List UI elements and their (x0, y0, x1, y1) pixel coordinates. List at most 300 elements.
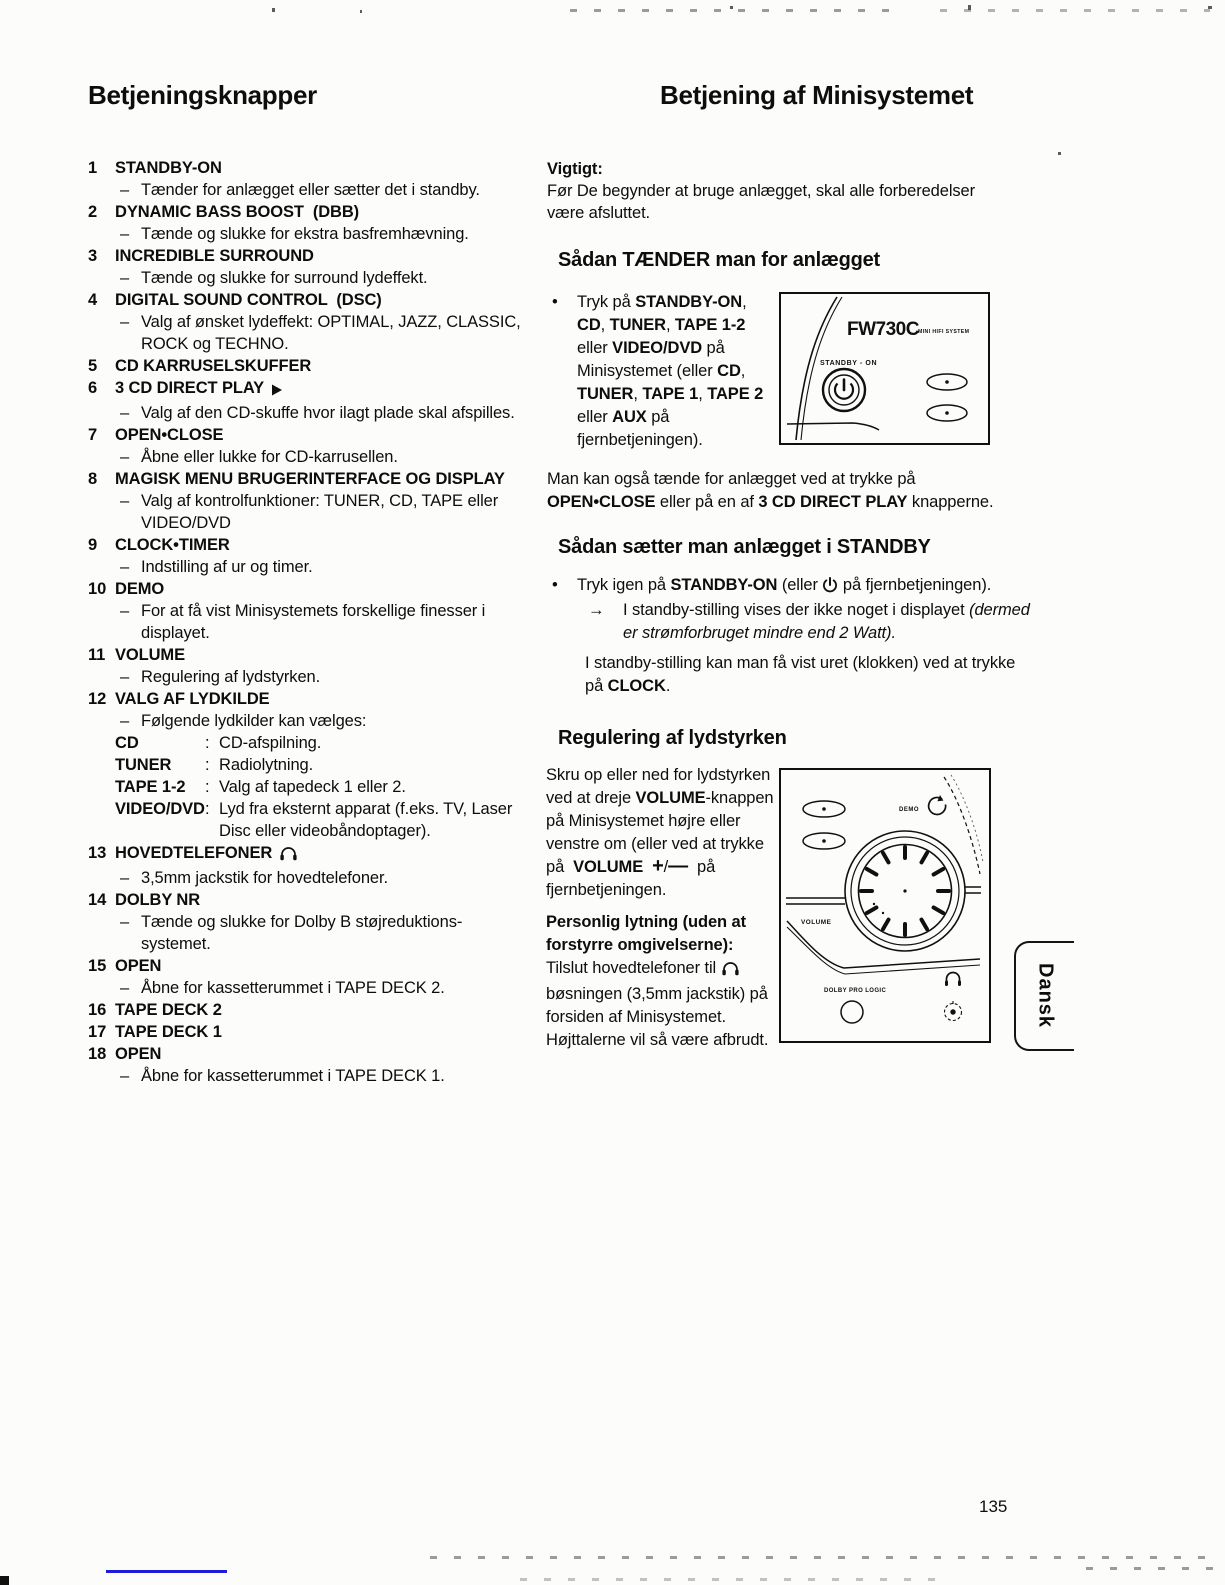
text-run: TAPE 1 (642, 385, 699, 403)
control-item (88, 289, 524, 355)
control-item (88, 424, 524, 468)
control-title-text: HOVEDTELEFONER (115, 844, 273, 862)
control-number: 9 (88, 536, 98, 554)
control-number: 13 (88, 844, 107, 862)
text-line (546, 764, 791, 787)
text-run: på fjernbetjeningen). (838, 576, 992, 594)
demo-arrow-icon (929, 797, 946, 814)
control-title (115, 644, 524, 666)
text-line (546, 911, 791, 934)
text-run: TAPE 2 (707, 385, 764, 403)
text-line (577, 383, 763, 406)
oval-button-dot (945, 380, 949, 384)
control-title-text: VALG AF LYDKILDE (115, 690, 270, 708)
source-row (115, 754, 524, 776)
control-number: 15 (88, 957, 107, 975)
control-title-text: CLOCK•TIMER (115, 536, 230, 554)
right-column-title: Betjening af Minisystemet (660, 80, 974, 110)
text-line (546, 1029, 791, 1052)
page-number: 135 (979, 1497, 1008, 1516)
control-description (115, 490, 524, 534)
control-description (115, 867, 524, 889)
control-description (115, 267, 524, 289)
text-run: I standby-stilling vises der ikke noget i displayet (623, 601, 970, 619)
control-body (115, 688, 524, 842)
source-name: VIDEO/DVD (115, 800, 205, 818)
text-run: forsiden af Minisystemet. (546, 1008, 726, 1026)
headphones-earpad (945, 981, 948, 987)
source-row (115, 776, 524, 798)
model-label: FW730C (847, 319, 919, 340)
text-run: (eller (777, 576, 823, 594)
bullet-dot: • (552, 576, 558, 594)
dash-bullet: – (120, 181, 130, 199)
section-heading-volume: Regulering af lydstyrken (558, 727, 787, 749)
control-title (115, 355, 524, 377)
scan-noise-top2 (940, 9, 1210, 12)
standby-result-text (623, 599, 1030, 645)
scan-corner-mark (0, 1576, 9, 1585)
language-tab-label: Dansk (1034, 963, 1057, 1029)
control-title (115, 377, 524, 402)
text-run: på (702, 339, 725, 357)
headphone-jack-dot (950, 1009, 955, 1014)
control-description (115, 179, 524, 201)
knob-center-dot (903, 889, 906, 892)
description-text: Åbne eller lukke for CD-karrusellen. (141, 448, 398, 466)
control-body (115, 289, 524, 355)
control-title (115, 578, 524, 600)
control-title-text: DOLBY NR (115, 891, 201, 909)
control-item (88, 955, 524, 999)
control-item (88, 889, 524, 955)
control-title (115, 201, 524, 223)
control-body (115, 534, 524, 578)
text-line (547, 202, 992, 224)
text-line (585, 675, 1025, 698)
text-run: ved at dreje (546, 789, 636, 807)
control-description (115, 402, 524, 424)
text-line (546, 856, 791, 879)
text-line (577, 291, 763, 314)
headphones-earpad (958, 981, 961, 987)
volume-section-text (546, 764, 791, 1052)
control-number: 10 (88, 580, 107, 598)
control-item (88, 468, 524, 534)
headphones-icon (947, 973, 960, 983)
text-run: , (665, 316, 675, 334)
text-run: , (633, 385, 643, 403)
source-description: Radiolytning. (219, 756, 314, 774)
control-title (115, 1043, 524, 1065)
text-run: OPEN•CLOSE (547, 492, 656, 511)
text-run: på (585, 677, 608, 695)
description-text: Regulering af lydstyrken. (141, 668, 321, 686)
dolby-knob (841, 1001, 863, 1023)
text-run: VOLUME (573, 858, 644, 876)
source-description: Valg af tapedeck 1 eller 2. (219, 778, 406, 796)
dash-bullet: – (120, 712, 130, 730)
control-description (115, 556, 524, 578)
control-body (115, 955, 524, 999)
description-text: Valg af ønsket lydeffekt: OPTIMAL, JAZZ, CLASSIC, ROCK og TECHNO. (141, 313, 521, 353)
scan-noise-top (570, 9, 900, 12)
headphones-icon (721, 960, 740, 983)
control-body (115, 1021, 524, 1043)
control-description (115, 1065, 524, 1087)
control-body (115, 999, 524, 1021)
dash-bullet: – (120, 269, 130, 287)
control-item (88, 644, 524, 688)
dash-bullet: – (120, 979, 130, 997)
text-run: på (646, 408, 670, 426)
control-item (88, 355, 524, 377)
scan-speck (730, 6, 733, 9)
text-run: , (742, 293, 747, 311)
source-name: TUNER (115, 756, 172, 774)
control-body (115, 578, 524, 644)
text-line (547, 491, 1012, 514)
control-item (88, 1043, 524, 1087)
text-run: , (740, 362, 746, 380)
text-line (547, 468, 1012, 491)
text-run: Skru op eller ned for lydstyrken (546, 766, 771, 784)
text-line (577, 337, 763, 360)
control-title-text: 3 CD DIRECT PLAY (115, 379, 265, 397)
standby-bullet (549, 574, 1019, 600)
scan-speck (1058, 152, 1061, 155)
text-line (577, 406, 763, 429)
text-run (643, 858, 652, 876)
text-run: , (698, 385, 708, 403)
knob-face-dot (873, 903, 875, 905)
control-item (88, 688, 524, 842)
source-colon: : (205, 756, 210, 774)
control-body (115, 157, 524, 201)
source-colon: : (205, 800, 210, 818)
text-line (546, 810, 791, 833)
important-text (547, 180, 992, 224)
control-title-text: VOLUME (115, 646, 185, 664)
standby-clock-note (585, 652, 1025, 698)
control-title (115, 424, 524, 446)
control-number: 1 (88, 159, 98, 177)
description-text: Indstilling af ur og timer. (141, 558, 313, 576)
volume-body (546, 764, 791, 902)
source-name: CD (115, 734, 139, 752)
oval-button-dot (822, 839, 826, 843)
control-title-text: DIGITAL SOUND CONTROL (DSC) (115, 291, 382, 309)
control-number: 5 (88, 357, 98, 375)
demo-label: DEMO (899, 807, 919, 813)
text-run: fjernbetjeningen). (577, 431, 703, 449)
control-body (115, 201, 524, 245)
text-run: STANDBY-ON (670, 576, 778, 594)
standby-result (586, 599, 1030, 645)
control-number: 8 (88, 470, 98, 488)
text-line (577, 314, 763, 337)
control-title-text: DYNAMIC BASS BOOST (DBB) (115, 203, 360, 221)
text-run: eller (577, 408, 613, 426)
dash-bullet: – (120, 913, 130, 931)
control-title (115, 534, 524, 556)
important-note (547, 158, 992, 224)
text-line (577, 360, 763, 383)
control-title-text: DEMO (115, 580, 165, 598)
source-description: Lyd fra eksternt apparat (f.eks. TV, Laser Disc eller videobåndoptager). (219, 800, 513, 840)
text-run: CLOCK (607, 677, 666, 695)
volume-label: VOLUME (801, 919, 832, 926)
control-item (88, 1021, 524, 1043)
knob-face-dot (882, 912, 884, 914)
arrow-right-icon: → (588, 601, 605, 619)
figure-standby-panel (779, 292, 990, 445)
language-tab (1014, 941, 1074, 1051)
scan-speck (272, 8, 275, 12)
text-line (577, 574, 991, 600)
control-item (88, 157, 524, 201)
description-text: Åbne for kassetterummet i TAPE DECK 2. (141, 979, 445, 997)
control-number: 7 (88, 426, 98, 444)
text-line (546, 833, 791, 856)
text-run: + (652, 855, 664, 877)
scan-blue-line (106, 1570, 227, 1573)
scan-noise-bottom3 (520, 1578, 950, 1581)
text-run: Personlig lytning (uden at (546, 913, 746, 931)
control-number: 6 (88, 379, 98, 397)
control-item (88, 842, 524, 889)
source-colon: : (205, 778, 210, 796)
control-number: 2 (88, 203, 98, 221)
control-description (115, 446, 524, 468)
text-run: TUNER (609, 316, 666, 334)
text-run: på (546, 858, 574, 876)
text-run: TUNER (577, 385, 634, 403)
text-run: være afsluttet. (547, 204, 651, 222)
important-label: Vigtigt: (547, 160, 603, 178)
text-run: på Minisystemet højre eller (546, 812, 741, 830)
control-title-text: OPEN•CLOSE (115, 426, 224, 444)
dash-bullet: – (120, 1067, 130, 1085)
control-description (115, 710, 524, 732)
model-suffix-label: MINI HIFI SYSTEM (918, 329, 970, 335)
headphones-icon (279, 845, 298, 867)
control-number: 11 (88, 646, 106, 664)
text-run: Tryk igen på (577, 576, 671, 594)
panel-bottom-line (787, 423, 879, 430)
controls-list (88, 157, 524, 1087)
source-row (115, 732, 524, 754)
text-run: bøsningen (3,5mm jackstik) på (546, 985, 768, 1003)
dash-bullet: – (120, 448, 130, 466)
text-line (623, 622, 1030, 645)
control-body (115, 1043, 524, 1087)
control-item (88, 578, 524, 644)
control-item (88, 245, 524, 289)
control-body (115, 424, 524, 468)
panel-line-left (786, 898, 845, 904)
personal-listening-heading (546, 911, 791, 957)
text-line (546, 983, 791, 1006)
personal-listening-body (546, 957, 791, 1052)
play-icon (271, 380, 283, 402)
description-text: For at få vist Minisystemets forskellige finesser i displayet. (141, 602, 486, 642)
text-line (546, 787, 791, 810)
text-run: AUX (612, 408, 647, 426)
dash-bullet: – (120, 558, 130, 576)
text-run: / (663, 858, 669, 876)
dash-bullet: – (120, 869, 130, 887)
control-body (115, 468, 524, 534)
control-title-text: OPEN (115, 957, 162, 975)
description-text: Tænde og slukke for Dolby B støjreduktions-systemet. (141, 913, 463, 953)
dash-bullet: – (120, 225, 130, 243)
control-title-text: INCREDIBLE SURROUND (115, 247, 314, 265)
description-text: Tænder for anlægget eller sætter det i standby. (141, 181, 480, 199)
power-on-bullet-text (577, 291, 763, 452)
text-run: knapperne. (907, 492, 994, 511)
text-run: STANDBY-ON (635, 293, 743, 311)
oval-button-dot (822, 807, 826, 811)
control-description (115, 666, 524, 688)
control-title (115, 688, 524, 710)
control-description (115, 600, 524, 644)
control-title-text: STANDBY-ON (115, 159, 222, 177)
description-text: Tænde og slukke for ekstra basfremhævning. (141, 225, 469, 243)
description-text: Følgende lydkilder kan vælges: (141, 712, 367, 730)
text-run: Før De begynder at bruge anlægget, skal alle forberedelser (547, 182, 976, 200)
description-text: Valg af den CD-skuffe hvor ilagt plade skal afspilles. (141, 404, 515, 422)
text-run: VOLUME (635, 789, 706, 807)
description-text: Åbne for kassetterummet i TAPE DECK 1. (141, 1067, 445, 1085)
panel-line-right (965, 887, 981, 893)
volume-panel-illustration (781, 770, 985, 1037)
control-title (115, 1021, 524, 1043)
scan-noise-bottom2 (1086, 1567, 1214, 1570)
text-run: forstyrre omgivelserne): (546, 936, 734, 954)
control-number: 16 (88, 1001, 107, 1019)
control-title (115, 955, 524, 977)
control-title (115, 157, 524, 179)
control-title (115, 999, 524, 1021)
control-title (115, 842, 524, 867)
text-line (546, 879, 791, 902)
control-title-text: CD KARRUSELSKUFFER (115, 357, 312, 375)
text-run: , (600, 316, 610, 334)
description-text: 3,5mm jackstik for hovedtelefoner. (141, 869, 388, 887)
text-run: CD (577, 316, 601, 334)
control-body (115, 355, 524, 377)
source-colon: : (205, 734, 210, 752)
scan-noise-bottom (430, 1556, 1210, 1559)
section-heading-power-on: Sådan TÆNDER man for anlægget (558, 249, 881, 271)
control-body (115, 245, 524, 289)
text-line (547, 180, 992, 202)
control-item (88, 999, 524, 1021)
text-line (585, 652, 1025, 675)
control-title-text: OPEN (115, 1045, 162, 1063)
text-run: . (665, 677, 671, 695)
dash-bullet: – (120, 313, 130, 331)
control-title-text: TAPE DECK 2 (115, 1001, 222, 1019)
figure-volume-panel (779, 768, 991, 1043)
text-run: 3 CD DIRECT PLAY (758, 492, 908, 511)
text-run: VIDEO/DVD (612, 339, 703, 357)
text-run: Minisystemet (eller (577, 362, 718, 380)
description-text: Tænde og slukke for surround lydeffekt. (141, 269, 428, 287)
oval-button-dot (945, 411, 949, 415)
panel-dashed-edge2 (951, 775, 983, 862)
text-run: Man kan også tænde for anlægget ved at trykke på (547, 470, 916, 488)
section-heading-standby: Sådan sætter man anlægget i STANDBY (558, 536, 931, 558)
text-line (623, 599, 1030, 622)
control-title (115, 468, 524, 490)
text-line (546, 1006, 791, 1029)
text-run: Tilslut hovedtelefoner til (546, 959, 721, 977)
power-icon (822, 577, 838, 600)
control-item (88, 377, 524, 424)
text-run: eller på en af (655, 492, 759, 511)
standby-on-label: STANDBY - ON (820, 360, 878, 367)
text-run: Tryk på (577, 293, 636, 311)
control-title (115, 245, 524, 267)
control-title-text: MAGISK MENU BRUGERINTERFACE OG DISPLAY (115, 470, 505, 488)
text-line (546, 934, 791, 957)
dash-bullet: – (120, 602, 130, 620)
text-run: -knappen (705, 789, 774, 807)
text-run: på (688, 858, 716, 876)
control-body (115, 377, 524, 424)
control-description (115, 311, 524, 355)
control-title-text: TAPE DECK 1 (115, 1023, 222, 1041)
dash-bullet: – (120, 404, 130, 422)
control-body (115, 842, 524, 889)
text-run: eller (577, 339, 613, 357)
text-run: I standby-stilling kan man få vist uret (klokken) ved at trykke (585, 654, 1016, 672)
left-column-title: Betjeningsknapper (88, 80, 317, 110)
control-number: 18 (88, 1045, 107, 1063)
text-run: CD (717, 362, 741, 380)
power-on-note (547, 468, 1012, 513)
control-description (115, 911, 524, 955)
dash-bullet: – (120, 492, 130, 510)
text-run: venstre om (eller ved at trykke (546, 835, 764, 853)
control-title (115, 889, 524, 911)
control-number: 3 (88, 247, 98, 265)
text-run: Højttalerne vil så være afbrudt. (546, 1031, 769, 1049)
control-body (115, 889, 524, 955)
text-run: fjernbetjeningen. (546, 881, 667, 899)
source-description: CD-afspilning. (219, 734, 322, 752)
bullet-dot: • (552, 293, 558, 311)
text-run: TAPE 1-2 (674, 316, 746, 334)
text-line (577, 429, 763, 452)
text-run: — (668, 855, 689, 877)
control-item (88, 201, 524, 245)
control-description (115, 223, 524, 245)
control-number: 12 (88, 690, 107, 708)
source-name: TAPE 1-2 (115, 778, 186, 796)
control-number: 17 (88, 1023, 107, 1041)
text-run: er strømforbruget mindre end 2 Watt). (623, 624, 896, 642)
dash-bullet: – (120, 668, 130, 686)
control-description (115, 977, 524, 999)
description-text: Valg af kontrolfunktioner: TUNER, CD, TAPE eller VIDEO/DVD (141, 492, 499, 532)
scan-speck (968, 5, 971, 10)
standby-panel-illustration (781, 294, 986, 441)
control-number: 4 (88, 291, 98, 309)
source-row (115, 798, 524, 842)
